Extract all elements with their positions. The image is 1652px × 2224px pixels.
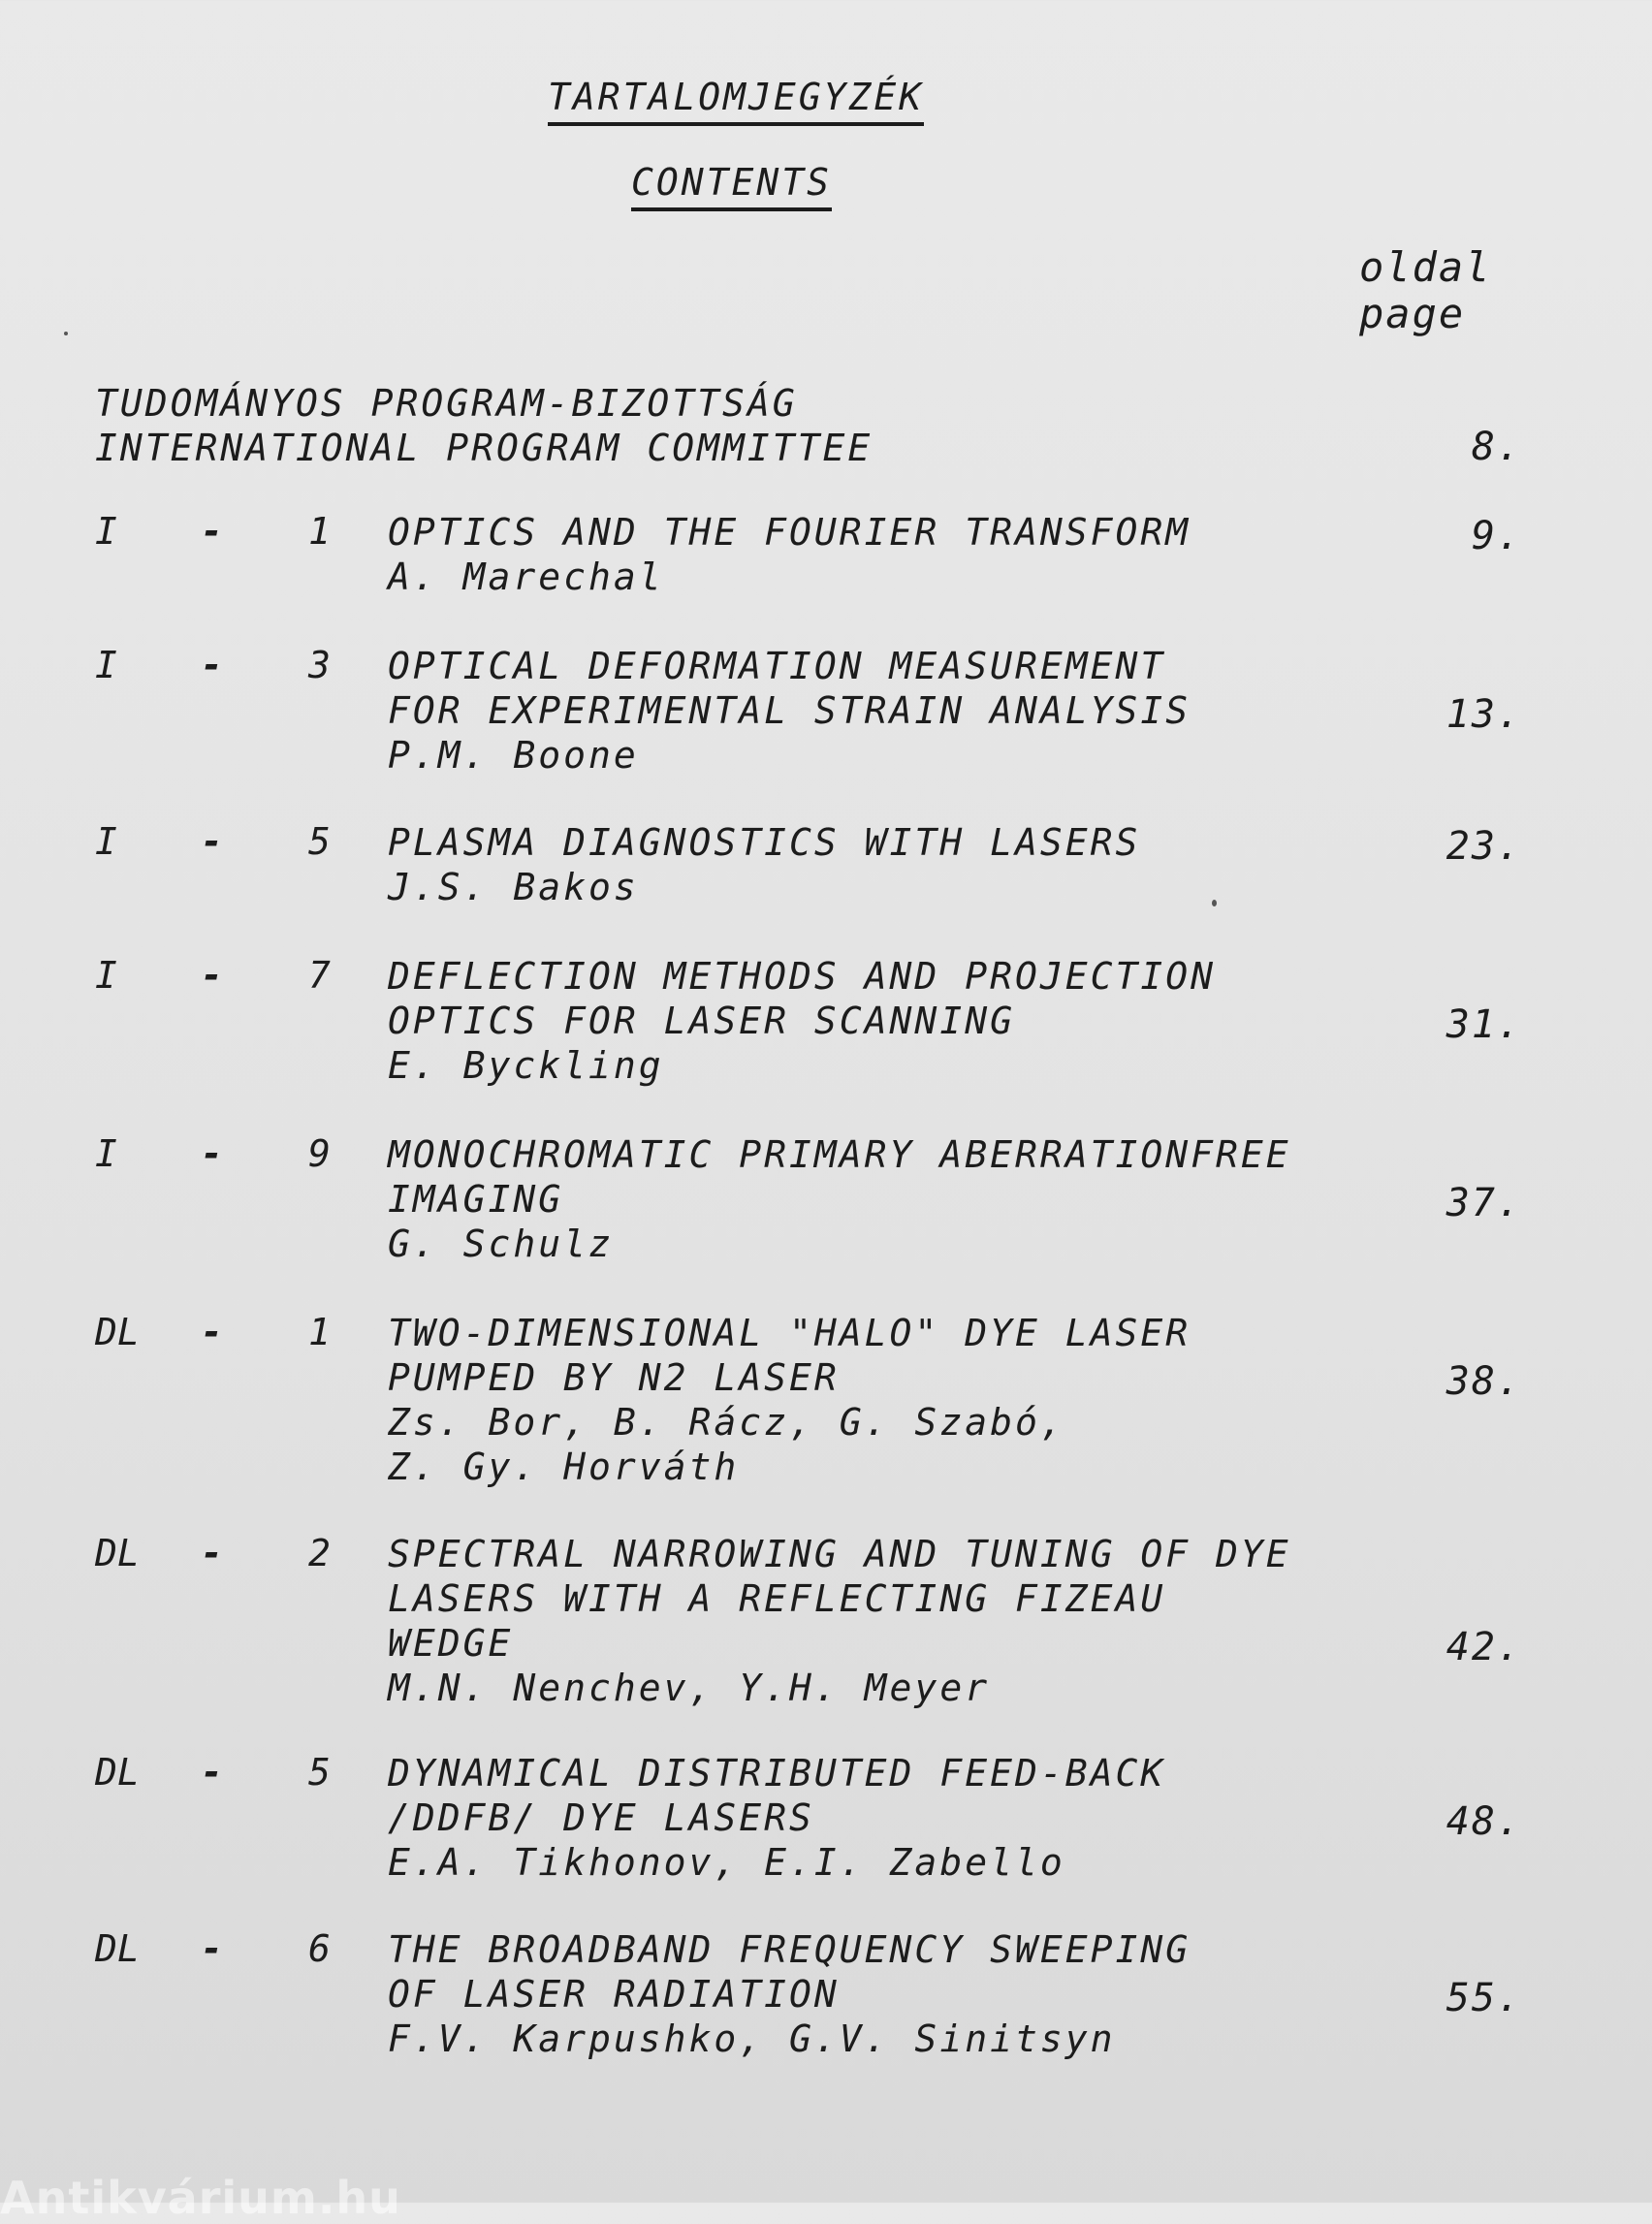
entry-dash: -	[201, 820, 223, 863]
entry-dash: -	[201, 1751, 223, 1794]
entry-dash: -	[201, 1132, 223, 1175]
entry-authors: E. Byckling	[388, 1044, 664, 1087]
entry-title-line: SPECTRAL NARROWING AND TUNING OF DYE	[388, 1533, 1291, 1575]
entry-title-line: DEFLECTION METHODS AND PROJECTION	[388, 955, 1216, 998]
entry-text	[388, 820, 1140, 909]
committee-line-hu: TUDOMÁNYOS PROGRAM-BIZOTTSÁG	[95, 382, 798, 425]
entry-page: 37.	[1446, 1181, 1522, 1225]
entry-dash: -	[201, 954, 223, 997]
page-column-header	[1359, 244, 1491, 337]
entry-number: 3	[308, 644, 331, 686]
entry-title-line: LASERS WITH A REFLECTING FIZEAU	[388, 1577, 1166, 1620]
entry-code: I	[95, 1132, 117, 1175]
entry-authors: J.S. Bakos	[388, 866, 639, 908]
entry-authors: G. Schulz	[388, 1223, 614, 1265]
entry-title-line: OPTICAL DEFORMATION MEASUREMENT	[388, 645, 1166, 687]
entry-authors: E.A. Tikhonov, E.I. Zabello	[388, 1841, 1065, 1884]
watermark: Antikvárium.hu	[0, 2172, 401, 2224]
entry-title-line: DYNAMICAL DISTRIBUTED FEED-BACK	[388, 1752, 1166, 1795]
entry-number: 7	[308, 954, 331, 997]
entry-text	[388, 1132, 1291, 1266]
entry-title-line: MONOCHROMATIC PRIMARY ABERRATIONFREE	[388, 1133, 1291, 1176]
entry-dash: -	[201, 1532, 223, 1574]
entry-authors: A. Marechal	[388, 556, 664, 598]
entry-authors: P.M. Boone	[388, 734, 639, 777]
entry-code: I	[95, 510, 117, 553]
title-english: CONTENTS	[631, 161, 832, 211]
paper-speck	[64, 332, 68, 335]
entry-dash: -	[201, 510, 223, 553]
entry-authors: Z. Gy. Horváth	[388, 1446, 740, 1488]
entry-authors: F.V. Karpushko, G.V. Sinitsyn	[388, 2017, 1116, 2060]
entry-title-line: WEDGE	[388, 1622, 514, 1665]
entry-code: I	[95, 820, 117, 863]
entry-number: 6	[308, 1927, 331, 1970]
entry-page: 31.	[1446, 1002, 1522, 1047]
entry-code: DL	[95, 1311, 140, 1353]
entry-dash: -	[201, 1927, 223, 1970]
entry-text	[388, 510, 1191, 599]
entry-text	[388, 1311, 1191, 1489]
entry-number: 5	[308, 820, 331, 863]
entry-dash: -	[201, 1311, 223, 1353]
entry-title-line: IMAGING	[388, 1178, 564, 1221]
committee-entry	[95, 381, 873, 470]
entry-page: 42.	[1446, 1625, 1522, 1669]
entry-number: 9	[308, 1132, 331, 1175]
entry-number: 5	[308, 1751, 331, 1794]
entry-code: I	[95, 954, 117, 997]
entry-title-line: /DDFB/ DYE LASERS	[388, 1796, 814, 1839]
entry-text	[388, 644, 1191, 778]
committee-line-en: INTERNATIONAL PROGRAM COMMITTEE	[95, 427, 874, 469]
entry-title-line: FOR EXPERIMENTAL STRAIN ANALYSIS	[388, 689, 1191, 732]
entry-number: 2	[308, 1532, 331, 1574]
entry-page: 48.	[1446, 1799, 1522, 1844]
entry-code: DL	[95, 1927, 140, 1970]
page-label-hu: oldal	[1359, 243, 1492, 291]
entry-text	[388, 954, 1216, 1088]
entry-page: 23.	[1446, 824, 1522, 869]
entry-title-line: PUMPED BY N2 LASER	[388, 1356, 840, 1399]
entry-page: 13.	[1446, 692, 1522, 737]
entry-code: DL	[95, 1532, 140, 1574]
entry-authors: M.N. Nenchev, Y.H. Meyer	[388, 1667, 991, 1709]
entry-title-line: OPTICS FOR LASER SCANNING	[388, 1000, 1015, 1042]
entry-title-line: PLASMA DIAGNOSTICS WITH LASERS	[388, 821, 1141, 864]
entry-text	[388, 1751, 1165, 1885]
entry-page: 38.	[1446, 1359, 1522, 1404]
entry-code: I	[95, 644, 117, 686]
title-hungarian: TARTALOMJEGYZÉK	[548, 76, 924, 126]
entry-number: 1	[308, 510, 331, 553]
entry-number: 1	[308, 1311, 331, 1353]
page-label-en: page	[1359, 290, 1466, 337]
entry-text	[388, 1927, 1191, 2061]
entry-text	[388, 1532, 1291, 1710]
paper-speck	[1212, 900, 1217, 906]
entry-dash: -	[201, 644, 223, 686]
entry-authors: Zs. Bor, B. Rácz, G. Szabó,	[388, 1401, 1065, 1444]
entry-code: DL	[95, 1751, 140, 1794]
entry-page: 55.	[1446, 1976, 1522, 2020]
entry-title-line: OPTICS AND THE FOURIER TRANSFORM	[388, 511, 1191, 554]
entry-page: 9.	[1471, 514, 1522, 558]
entry-title-line: THE BROADBAND FREQUENCY SWEEPING	[388, 1928, 1191, 1971]
committee-page: 8.	[1471, 425, 1522, 469]
entry-title-line: OF LASER RADIATION	[388, 1973, 840, 2016]
entry-title-line: TWO-DIMENSIONAL "HALO" DYE LASER	[388, 1312, 1191, 1354]
